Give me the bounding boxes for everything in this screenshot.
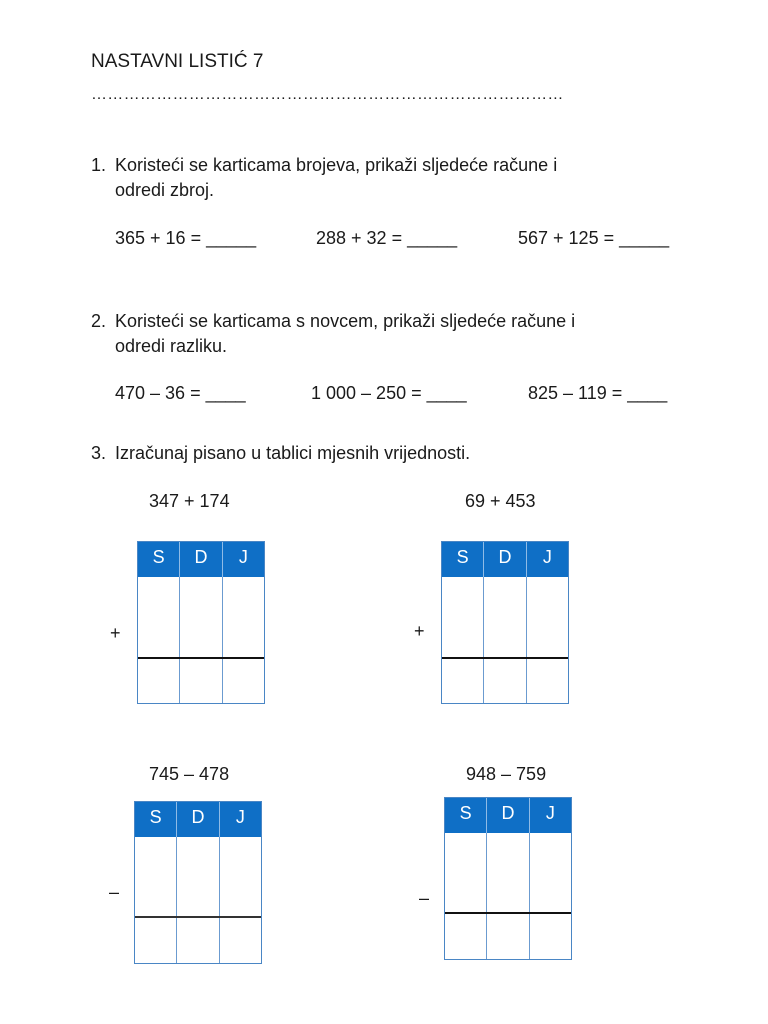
table-4-label: 948 – 759: [466, 764, 547, 784]
table-header: [445, 798, 571, 833]
result-row[interactable]: [138, 659, 264, 703]
task-2-expression-3: 825 – 119 = ____: [528, 383, 668, 403]
task-2-expression-1: 470 – 36 = ____: [115, 383, 246, 403]
operand-rows[interactable]: [138, 577, 264, 657]
place-value-table-4: [444, 797, 572, 960]
worksheet-title: NASTAVNI LISTIĆ 7: [91, 51, 264, 72]
task-3-number: 3.: [91, 443, 107, 463]
task-1: [91, 153, 731, 203]
table-3-label: 745 – 478: [149, 764, 230, 784]
result-row[interactable]: [442, 659, 568, 703]
table-header: [138, 542, 264, 577]
column-hundreds: S: [149, 807, 162, 827]
column-hundreds: S: [152, 547, 165, 567]
place-value-table-2: [441, 541, 569, 704]
task-2-expression-2: 1 000 – 250 = ____: [311, 383, 467, 403]
table-1-label: 347 + 174: [149, 491, 230, 511]
column-ones: J: [219, 802, 261, 837]
column-tens: D: [179, 542, 221, 577]
task-1-text-line2: odredi zbroj.: [115, 180, 215, 200]
task-1-expression-3: 567 + 125 = _____: [518, 228, 670, 248]
task-2-text-line2: odredi razliku.: [115, 336, 228, 356]
operand-rows[interactable]: [445, 833, 571, 912]
column-tens: D: [483, 542, 525, 577]
column-ones: J: [529, 798, 571, 833]
task-3-text: Izračunaj pisano u tablici mjesnih vrijednosti.: [115, 443, 471, 463]
task-1-expression-2: 288 + 32 = _____: [316, 228, 458, 248]
minus-sign: –: [109, 882, 120, 902]
place-value-table-3: [134, 801, 262, 964]
plus-sign: +: [414, 621, 425, 641]
table-header: [442, 542, 568, 577]
result-row[interactable]: [135, 918, 261, 963]
task-1-number: 1.: [91, 155, 107, 175]
column-hundreds: S: [456, 547, 469, 567]
task-2-number: 2.: [91, 311, 107, 331]
column-ones: J: [222, 542, 264, 577]
column-ones: J: [526, 542, 568, 577]
operand-rows[interactable]: [442, 577, 568, 657]
task-3: [91, 441, 731, 466]
table-2-label: 69 + 453: [465, 491, 536, 511]
place-value-table-1: [137, 541, 265, 704]
task-2-text-line1: Koristeći se karticama s novcem, prikaži sljedeće račune i: [115, 311, 576, 331]
column-tens: D: [486, 798, 528, 833]
task-2: [91, 309, 731, 359]
operand-rows[interactable]: [135, 837, 261, 916]
name-line: ……………………………………………………………………………: [91, 86, 564, 103]
result-row[interactable]: [445, 914, 571, 959]
column-hundreds: S: [459, 803, 472, 823]
minus-sign: –: [419, 888, 430, 908]
column-tens: D: [176, 802, 218, 837]
task-1-expression-1: 365 + 16 = _____: [115, 228, 257, 248]
plus-sign: +: [110, 623, 121, 643]
task-1-text-line1: Koristeći se karticama brojeva, prikaži sljedeće račune i: [115, 155, 558, 175]
table-header: [135, 802, 261, 837]
